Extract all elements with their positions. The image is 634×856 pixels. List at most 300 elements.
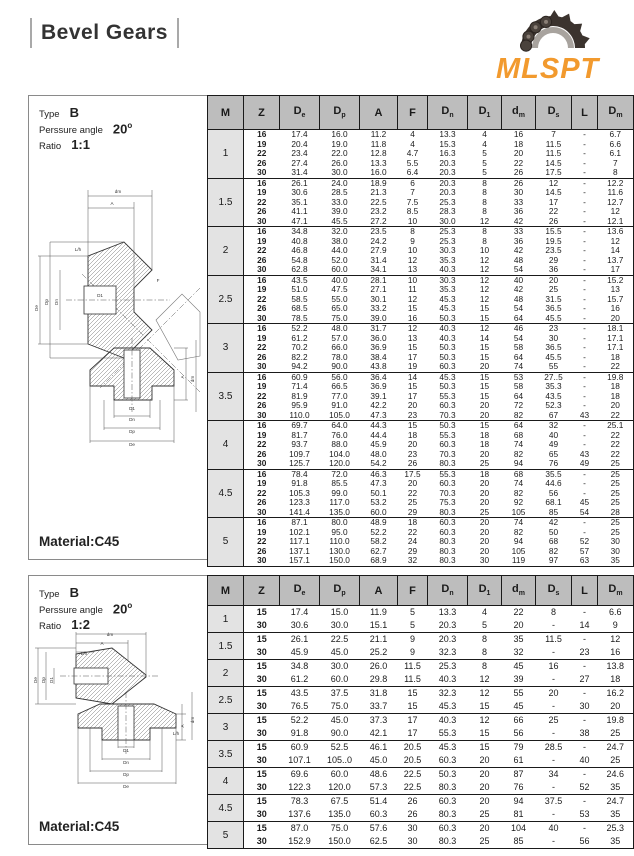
table-cell: 58 [513, 342, 524, 352]
table-cell: 15 [479, 390, 490, 401]
table-cell: 32.0 [320, 227, 360, 237]
table-cell: 40.0 [320, 275, 360, 285]
table-row [208, 808, 634, 822]
table-cell: 30 [610, 536, 620, 546]
table-cell: 36.9 [370, 381, 387, 391]
table-cell: 8 [612, 167, 618, 177]
table-row [208, 547, 634, 557]
table-cell: 25.3 [439, 196, 456, 207]
table-cell: 4 [398, 130, 428, 140]
table-cell: - [552, 701, 555, 711]
table-cell: 5.5 [406, 157, 419, 168]
table-cell: 42 [513, 245, 524, 255]
teeth-count-cell: 19 [257, 235, 267, 246]
table-row [208, 687, 634, 701]
table-cell: 75.0 [331, 312, 348, 323]
table-cell: 50.3 [439, 312, 456, 323]
table-cell: 17.4 [280, 130, 320, 140]
table-header [208, 576, 634, 606]
module-cell: 1.5 [208, 178, 244, 227]
table-cell: 66.5 [331, 381, 348, 391]
table-row [208, 246, 634, 256]
table-cell: 81.9 [291, 390, 308, 401]
table-cell: 26 [513, 167, 524, 177]
table-cell: 22.5 [398, 768, 428, 782]
table-cell: 16.0 [320, 130, 360, 140]
table-cell: 33 [513, 196, 524, 207]
teeth-count-cell: 30 [256, 782, 267, 792]
table-cell: 25 [610, 526, 620, 537]
table-cell: 80.3 [438, 836, 457, 846]
table-row [208, 343, 634, 353]
table-cell: 105.3 [289, 487, 310, 498]
table-cell: 30.0 [331, 167, 348, 177]
table-cell: 22.5 [403, 782, 422, 792]
column-header-l: L [572, 96, 598, 130]
table-cell: 40.3 [439, 332, 456, 343]
table-cell: 50.3 [428, 768, 468, 782]
table-cell: 44.4 [370, 429, 387, 440]
table-cell: 20 [610, 701, 621, 711]
table-cell: - [583, 196, 586, 207]
chain-link [521, 40, 532, 51]
table-cell: 8 [481, 647, 487, 657]
teeth-count-cell: 16 [244, 518, 280, 528]
table-cell: 24.0 [320, 178, 360, 188]
table-cell: - [583, 361, 586, 371]
table-cell: 48 [513, 293, 524, 304]
table-cell: - [583, 400, 586, 410]
table-cell: 30.0 [320, 660, 360, 674]
table-cell: 48.0 [370, 448, 387, 459]
table-cell: 43.5 [545, 390, 562, 401]
teeth-count-cell: 22 [257, 536, 267, 546]
table-cell: 125.7 [289, 458, 310, 468]
table-cell: 30.0 [330, 620, 349, 630]
table-cell: 99.0 [331, 487, 348, 498]
table-cell: 70.2 [291, 342, 308, 352]
table-cell: 54.8 [291, 254, 308, 265]
table-row [208, 168, 634, 178]
table-cell: 45.5 [545, 312, 562, 323]
table-cell: 87.0 [280, 822, 320, 836]
column-header-de: $D_e$ [280, 96, 320, 130]
table-cell: 22 [610, 409, 620, 420]
ratio-label: Ratio [39, 141, 62, 153]
table-cell: 12 [610, 206, 620, 216]
table-row [208, 556, 634, 566]
table-cell: - [572, 606, 598, 620]
table-cell: 24.6 [598, 768, 634, 782]
pressure-angle-row [39, 121, 207, 136]
teeth-count-cell: 26 [257, 206, 267, 216]
table-cell: 68.1 [545, 497, 562, 507]
table-cell: 49 [548, 439, 559, 449]
table-cell: 70.3 [439, 448, 456, 459]
table-cell: 34.1 [370, 264, 387, 274]
table-cell: 93.7 [291, 439, 308, 449]
table-cell: 23 [407, 409, 418, 420]
table-cell: 20 [536, 687, 572, 701]
table-cell: 47.3 [370, 478, 387, 488]
table-header [208, 96, 634, 130]
column-header-dm: $D_m$ [598, 576, 634, 606]
table-cell: 11 [408, 284, 417, 294]
teeth-count-cell: 19 [257, 526, 267, 537]
table-cell: 27.9 [370, 245, 387, 255]
teeth-count-cell: 15 [244, 795, 280, 809]
teeth-count-cell: 30 [257, 506, 267, 517]
table-cell: 87.1 [280, 518, 320, 528]
table-cell: 82 [513, 487, 524, 498]
table-cell: 26 [407, 809, 418, 819]
phantom-gear-outline [156, 294, 200, 360]
table-cell: 17 [407, 728, 418, 738]
dimension-label: D1 [97, 293, 103, 298]
table-cell: 30.3 [439, 245, 456, 255]
table-cell: 17 [398, 714, 428, 728]
table-cell: - [583, 478, 586, 488]
table-cell: 18 [468, 469, 502, 479]
table-cell: 16.3 [439, 148, 456, 158]
table-cell: 51.4 [360, 795, 398, 809]
table-cell: 53 [502, 372, 536, 382]
table-cell: 33 [502, 227, 536, 237]
table-cell: 40 [502, 275, 536, 285]
table-cell: 44.3 [360, 421, 398, 431]
table-cell: 56 [579, 836, 590, 846]
table-row [208, 450, 634, 460]
table-cell: - [572, 275, 598, 285]
teeth-count-cell: 26 [257, 157, 267, 168]
table-cell: 60.0 [370, 506, 387, 517]
table-cell: 25 [610, 497, 620, 507]
table-cell: 80.3 [438, 782, 457, 792]
table-cell: 25.3 [439, 235, 456, 246]
table-row [208, 700, 634, 714]
table-row [208, 768, 634, 782]
table-cell: - [583, 303, 586, 313]
spec-panel-ratio-1-2 [28, 575, 208, 845]
table-cell: 65.0 [331, 303, 348, 313]
table-cell: 15.1 [369, 620, 388, 630]
table-cell: 36.4 [360, 372, 398, 382]
table-cell: 36 [548, 264, 559, 274]
table-cell: 95.9 [291, 400, 308, 410]
table-row [208, 459, 634, 469]
table-cell: 152.9 [288, 836, 311, 846]
table-row [208, 265, 634, 275]
table-cell: 24.2 [370, 235, 387, 246]
table-cell: 6.1 [609, 148, 622, 158]
table-cell: 54.2 [370, 458, 387, 468]
table-cell: 40 [548, 429, 559, 440]
table-cell: 30 [513, 187, 524, 197]
chain-link-pin [534, 25, 538, 29]
table-cell: 60.3 [439, 361, 456, 371]
table-cell: 20 [479, 755, 490, 765]
table-cell: 94 [513, 458, 524, 468]
table-row [208, 188, 634, 198]
module-cell: 1.5 [208, 633, 244, 660]
table-cell: 24.7 [598, 795, 634, 809]
teeth-count-cell: 26 [257, 400, 267, 410]
column-header-z: Z [244, 576, 280, 606]
table-cell: 36.9 [370, 342, 387, 352]
table-cell: 91.8 [291, 478, 308, 488]
table-cell: 20 [479, 478, 490, 488]
table-cell: 22.5 [370, 196, 387, 207]
material-label: Material:C45 [39, 819, 120, 834]
table-row [208, 130, 634, 140]
module-cell: 4 [208, 421, 244, 470]
table-cell: 35.5 [536, 469, 572, 479]
table-cell: 52.3 [545, 400, 562, 410]
column-header-a: A [360, 576, 398, 606]
table-cell: 13.8 [598, 660, 634, 674]
table-cell: 26 [502, 178, 536, 188]
table-cell: 55.0 [331, 293, 348, 304]
table-cell: 13.3 [370, 157, 387, 168]
table-cell: 48.9 [360, 518, 398, 528]
table-cell: 7 [612, 157, 618, 168]
table-cell: 90.0 [331, 361, 348, 371]
teeth-count-cell: 15 [244, 822, 280, 836]
table-cell: 137.6 [288, 809, 311, 819]
dimension-label: D1 [129, 406, 135, 411]
table-cell: 6 [398, 178, 428, 188]
module-cell: 2 [208, 227, 244, 276]
table-cell: 15 [479, 351, 490, 362]
dimension-label: De [34, 305, 39, 311]
table-row [208, 178, 634, 188]
teeth-count-cell: 30 [256, 728, 267, 738]
table-cell: 11.2 [360, 130, 398, 140]
table-cell: - [583, 487, 586, 498]
table-cell: 68.9 [370, 555, 387, 565]
teeth-count-cell: 26 [257, 303, 267, 313]
table-cell: 18 [610, 390, 620, 401]
table-cell: 42 [513, 284, 524, 294]
table-cell: 50.3 [439, 342, 456, 352]
teeth-count-cell: 22 [257, 390, 267, 401]
pressure-angle-value [113, 601, 132, 616]
table-cell: 36.5 [545, 342, 562, 352]
teeth-count-cell: 30 [257, 215, 267, 226]
table-cell: 20 [468, 768, 502, 782]
table-cell: 15 [398, 421, 428, 431]
table-cell: 80.3 [439, 555, 456, 565]
teeth-count-cell: 30 [257, 167, 267, 177]
dimension-label: D1 [49, 677, 54, 683]
table-cell: 48.0 [320, 324, 360, 334]
table-cell: 81 [513, 809, 524, 819]
table-cell: 12 [479, 215, 490, 226]
column-header-f: F [398, 96, 428, 130]
table-cell: 40.3 [428, 714, 468, 728]
technical-drawing-miter-gears [30, 160, 206, 470]
table-cell: 14 [579, 620, 590, 630]
table-row [208, 140, 634, 150]
table-cell: 91.8 [290, 728, 309, 738]
angle-number: 20 [112, 601, 128, 617]
table-cell: 17.5 [545, 167, 562, 177]
table-cell: 65 [548, 448, 559, 459]
table-cell: 123.3 [289, 497, 310, 507]
column-header-d1: $D_1$ [468, 576, 502, 606]
table-cell: 44.0 [331, 245, 348, 255]
teeth-count-cell: 30 [256, 755, 267, 765]
table-cell: 122.3 [288, 782, 311, 792]
table-cell: 94 [513, 536, 524, 546]
table-cell: 45.0 [369, 755, 388, 765]
table-row [208, 159, 634, 169]
teeth-count-cell: 30 [257, 458, 267, 468]
table-cell: 32 [536, 421, 572, 431]
table-cell: 14 [610, 245, 620, 255]
table-cell: - [583, 215, 586, 226]
table-cell: 12 [468, 714, 502, 728]
table-cell: - [572, 130, 598, 140]
table-row [208, 498, 634, 508]
teeth-count-cell: 22 [257, 196, 267, 207]
table-cell: 61 [513, 755, 524, 765]
title-right-bar [177, 18, 179, 48]
table-cell: 46.8 [291, 245, 308, 255]
table-cell: 30 [407, 836, 418, 846]
table-cell: 22 [407, 526, 418, 537]
table-row [208, 401, 634, 411]
table-cell: 13.3 [428, 130, 468, 140]
table-cell: 4 [468, 606, 502, 620]
module-cell: 3 [208, 714, 244, 741]
table-cell: - [572, 518, 598, 528]
table-cell: 82.2 [291, 351, 308, 362]
table-cell: - [572, 714, 598, 728]
table-cell: 15 [479, 303, 490, 313]
table-cell: 28 [610, 506, 620, 517]
table-body [208, 606, 634, 849]
table-cell: 20 [407, 478, 418, 488]
table-cell: 11.6 [607, 187, 624, 197]
table-cell: 60.0 [320, 768, 360, 782]
table-cell: 75.0 [320, 822, 360, 836]
table-cell: 30 [610, 545, 620, 556]
table-cell: 25.3 [598, 822, 634, 836]
table-cell: 29.8 [369, 674, 388, 684]
gear-tooth [550, 10, 560, 18]
column-header-m: M [208, 576, 244, 606]
column-header-d1: $D_1$ [468, 96, 502, 130]
chain-link-pin [544, 20, 548, 24]
table-cell: - [583, 254, 586, 265]
table-cell: 46.3 [360, 469, 398, 479]
table-cell: - [552, 755, 555, 765]
table-cell: 81.7 [291, 429, 308, 440]
table-cell: 25.1 [598, 421, 634, 431]
table-cell: 11.9 [360, 606, 398, 620]
table-cell: 5 [398, 606, 428, 620]
table-cell: 53.2 [370, 497, 387, 507]
table-cell: 135.0 [329, 506, 350, 517]
table-cell: 36 [513, 206, 524, 216]
module-cell: 4.5 [208, 469, 244, 518]
table-cell: 31.4 [291, 167, 308, 177]
table-cell: 117.0 [329, 497, 350, 507]
table-cell: 47.1 [291, 215, 308, 226]
material-label: Material:C45 [39, 534, 120, 549]
table-cell: 20 [479, 409, 490, 420]
pressure-angle-label: Perssure angle [39, 125, 103, 137]
table-cell: - [552, 836, 555, 846]
table-cell: 8 [482, 187, 487, 197]
table-cell: 27.2 [370, 215, 387, 226]
table-cell: 20 [468, 518, 502, 528]
table-cell: 52.5 [320, 741, 360, 755]
table-cell: 61.2 [291, 332, 308, 343]
table-cell: 44.6 [545, 478, 562, 488]
table-cell: 82 [513, 448, 524, 459]
table-cell: - [583, 206, 586, 216]
table-cell: - [552, 620, 555, 630]
ratio-value: 1:2 [71, 617, 90, 633]
table-cell: 9 [409, 647, 415, 657]
table-row [208, 149, 634, 159]
table-cell: 78.4 [280, 469, 320, 479]
table-cell: 22 [548, 206, 559, 216]
teeth-count-cell: 15 [244, 768, 280, 782]
table-cell: 50 [548, 526, 559, 537]
table-cell: 27 [579, 674, 590, 684]
table-cell: 8 [468, 227, 502, 237]
table-cell: 23.2 [370, 206, 387, 216]
chain-link-pin [527, 35, 531, 39]
table-cell: 55 [502, 687, 536, 701]
teeth-count-cell: 16 [244, 130, 280, 140]
table-row [208, 673, 634, 687]
teeth-count-cell: 30 [257, 264, 267, 274]
table-cell: 17.5 [398, 469, 428, 479]
table-cell: 15 [479, 728, 490, 738]
table-cell: 12 [468, 324, 502, 334]
dimension-label: De [129, 442, 135, 447]
table-cell: 25 [610, 478, 620, 488]
table-cell: 15.0 [320, 606, 360, 620]
table-cell: 17 [407, 351, 418, 362]
table-cell: 109.7 [289, 448, 310, 459]
table-cell: 39.1 [370, 390, 387, 401]
table-cell: 120.0 [329, 458, 350, 468]
table-cell: 94.2 [291, 361, 308, 371]
table-cell: 48 [513, 254, 524, 265]
table-cell: 48.6 [360, 768, 398, 782]
table-cell: 30.3 [428, 275, 468, 285]
table-cell: 40.8 [291, 235, 308, 246]
table-cell: 62.5 [369, 836, 388, 846]
table-cell: 25 [610, 728, 621, 738]
column-header-ds: $D_s$ [536, 96, 572, 130]
dimension-label: A [110, 201, 114, 206]
table-cell: 75.0 [330, 701, 349, 711]
table-cell: 31.8 [360, 687, 398, 701]
page-title: Bevel Gears [41, 21, 168, 44]
table-cell: 60.9 [280, 741, 320, 755]
table-cell: 141.4 [289, 506, 310, 517]
table-cell: 20 [479, 782, 490, 792]
teeth-count-cell: 30 [256, 836, 267, 846]
table-cell: 88.0 [331, 439, 348, 449]
table-cell: 20 [479, 448, 490, 459]
